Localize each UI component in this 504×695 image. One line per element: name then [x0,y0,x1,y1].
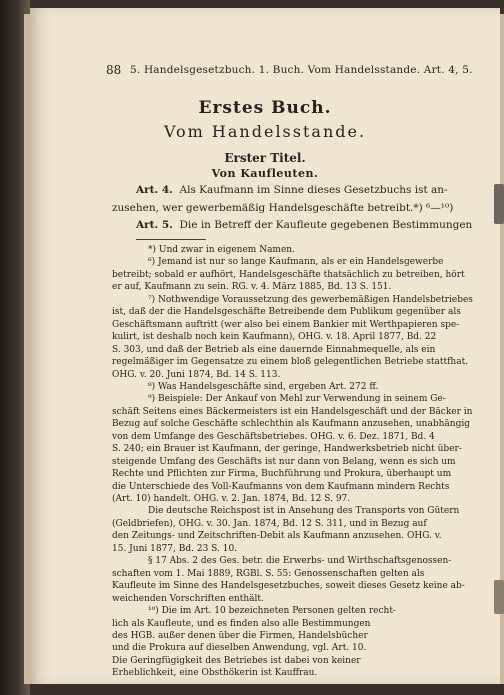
footnote-line: ⁹) Beispiele: Der Ankauf von Mehl zur Verwendung in seinem Ge- [148,394,446,405]
footnote-line: 15. Juni 1877, Bd. 23 S. 10. [112,543,238,554]
footnote-line: ¹⁰) Die im Art. 10 bezeichneten Personen gelten recht- [148,606,396,617]
footnote-line: Die deutsche Reichspost ist in Ansehung des Transports von Gütern [148,506,460,517]
footnote-separator [136,239,206,240]
article-5-line-1 [136,219,490,231]
footnote-line: Erheblichkeit, eine Obsthökerin ist Kauffrau. [112,668,318,679]
footnote-line: (Geldbriefen), OHG. v. 30. Jan. 1874, Bd. 12 S. 311, und in Bezug auf [112,518,427,529]
footnote-line: regelmäßiger im Gegensatze zu einem bloß gelegentlichen Betriebe stattfhat. [112,357,469,368]
book-title: Erstes Buch. [198,98,332,118]
footnote-line: steigende Umfang des Geschäfts ist nur dann von Belang, wenn es sich um [112,456,456,467]
running-title: 5. Handelsgesetzbuch. 1. Buch. Vom Handelsstande. Art. 4, 5. [130,64,473,76]
footnote-line: § 17 Abs. 2 des Ges. betr. die Erwerbs- und Wirthschaftsgenossen- [148,556,452,567]
footnote-line: Geschäftsmann auftritt (wer also bei einem Bankier mit Werthpapieren spe- [112,319,460,330]
footnote-line: ist, daß der die Handelsgeschäfte Betreibende dem Publikum gegenüber als [112,307,461,318]
book-page [30,8,500,684]
footnote-line: ⁶) Jemand ist nur so lange Kaufmann, als er ein Handelsgewerbe [148,257,444,268]
footnote-line: Kaufleute im Sinne des Handelsgesetzbuches, soweit dieses Gesetz keine ab- [112,581,465,592]
title-number: Erster Titel. [224,151,306,165]
footnote-line: OHG. v. 20. Juni 1874, Bd. 14 S. 113. [112,369,281,380]
footnote-line: Bezug auf solche Geschäfte schlechthin als Kaufmann anzusehen, unabhängig [112,419,470,430]
footnote-line: ⁷) Nothwendige Voraussetzung des gewerbemäßigen Handelsbetriebes [148,294,473,305]
footnote-line: S. 303, und daß der Betrieb als eine dauernde Einnahmequelle, als ein [112,344,436,355]
footnote-line: den Zeitungs- und Zeitschriften-Debit als Kaufmann anzusehen. OHG. v. [112,531,442,542]
footnote-line: weichenden Vorschriften enthält. [112,593,264,604]
footnote-line: des HGB. außer denen über die Firmen, Handelsbücher [112,630,368,641]
page-tab-marker [494,184,504,224]
article-4-line-1 [136,184,490,196]
footnote-line: von dem Umfange des Geschäftsbetriebes. OHG. v. 6. Dez. 1871, Bd. 4 [112,431,435,442]
footnote-line: (Art. 10) handelt. OHG. v. 2. Jan. 1874, Bd. 12 S. 97. [112,494,351,504]
article-4-text-line-2: zusehen, wer gewerbemäßig Handelsgeschäfte betreibt.*) ⁶—¹⁰) [112,202,454,214]
article-4-label: Art. 4. [136,184,173,196]
footnote-line: Die Geringfügigkeit des Betriebes ist dabei von keiner [112,655,361,666]
article-5-label: Art. 5. [136,219,173,231]
footnote-line: er auf, Kaufmann zu sein. RG. v. 4. März 1885, Bd. 13 S. 151. [112,282,392,293]
article-4-text-line-1: Als Kaufmann im Sinne dieses Gesetzbuchs ist an- [179,184,448,196]
footnote-line: ⁸) Was Handelsgeschäfte sind, ergeben Art. 272 ff. [148,381,379,392]
footnote-line: betreibt; sobald er aufhört, Handelsgeschäfte thatsächlich zu betreiben, hört [112,269,465,280]
footnote-line: die Unterschiede des Voll-Kaufmanns von dem Kaufmann mindern Rechts [112,481,450,492]
footnote-line: und die Prokura auf dieselben Anwendung, vgl. Art. 10. [112,643,367,654]
title-name: Von Kaufleuten. [211,167,319,180]
article-5-text-line-1: Die in Betreff der Kaufleute gegebenen Bestimmungen [179,219,473,231]
part-title: Vom Handelsstande. [163,122,367,141]
footnote-line: schäft Seitens eines Bäckermeisters ist ein Handelsgeschäft und der Bäcker in [112,406,473,417]
footnote-line: kulirt, ist deshalb noch kein Kaufmann), OHG. v. 18. April 1877, Bd. 22 [112,332,437,343]
page-number: 88 [106,63,122,77]
footnote-line: schaften vom 1. Mai 1889, RGBl. S. 55: Genossenschaften gelten als [112,568,425,579]
footnote-line: Rechte und Pflichten zur Firma, Buchführung und Prokura, überhaupt um [112,469,452,480]
footnote-line: *) Und zwar in eigenem Namen. [148,245,295,255]
footnote-line: S. 240; ein Brauer ist Kaufmann, der geringe, Handwerksbetrieb nicht über- [112,444,462,455]
footnote-line: lich als Kaufleute, und es finden also alle Bestimmungen [112,618,371,629]
